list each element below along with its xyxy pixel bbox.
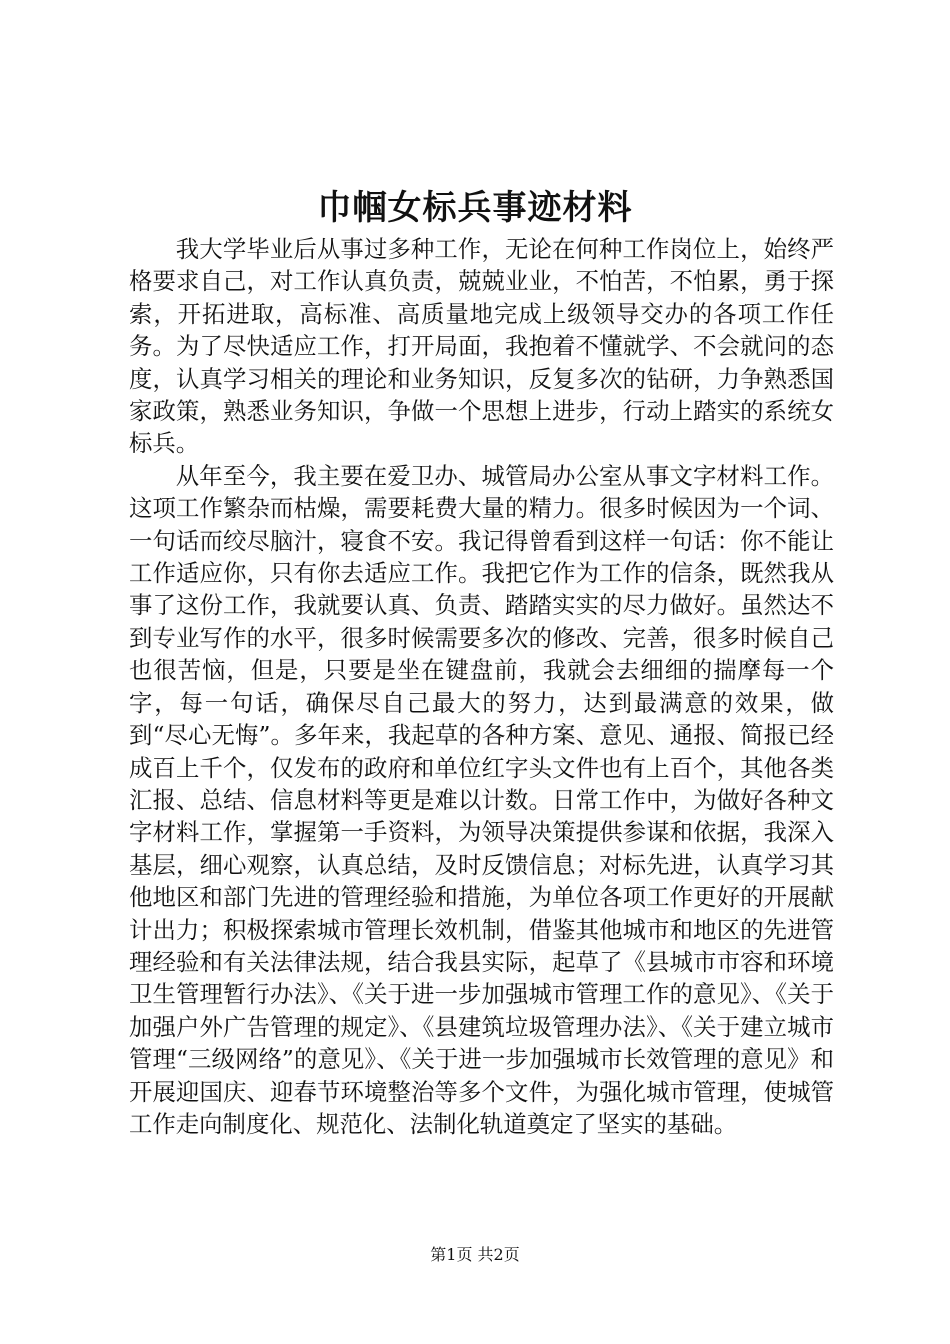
page-number-footer: 第1页 共2页 bbox=[430, 1245, 520, 1264]
document-title: 巾帼女标兵事迹材料 bbox=[317, 188, 633, 228]
document-body bbox=[129, 233, 834, 1140]
body-paragraph: 我大学毕业后从事过多种工作，无论在何种工作岗位上，始终严格要求自己，对工作认真负责，兢兢业业，不怕苦，不怕累，勇于探索，开拓进取，高标准、高质量地完成上级领导交办的各项工作任务。为了尽快适应工作，打开局面，我抱着不懂就学、不会就问的态度，认真学习相关的理论和业务知识，反复多次的钻研，力争熟悉国家政策，熟悉业务知识，争做一个思想上进步，行动上踏实的系统女标兵。 bbox=[129, 235, 834, 458]
body-paragraph: 从年至今，我主要在爱卫办、城管局办公室从事文字材料工作。这项工作繁杂而枯燥，需要耗费大量的精力。很多时候因为一个词、一句话而绞尽脑汁，寝食不安。我记得曾看到这样一句话：你不能让工作适应你，只有你去适应工作。我把它作为工作的信条，既然我从事了这份工作，我就要认真、负责、踏踏实实的尽力做好。虽然达不到专业写作的水平，很多时候需要多次的修改、完善，很多时候自己也很苦恼，但是，只要是坐在键盘前，我就会去细细的揣摩每一个字，每一句话，确保尽自己最大的努力，达到最满意的效果，做到“尽心无悔”。多年来，我起草的各种方案、意见、通报、简报已经成百上千个，仅发布的政府和单位红字头文件也有上百个，其他各类汇报、总结、信息材料等更是难以计数。日常工作中，为做好各种文字材料工作，掌握第一手资料，为领导决策提供参谋和依据，我深入基层，细心观察，认真总结，及时反馈信息；对标先进，认真学习其他地区和部门先进的管理经验和措施，为单位各项工作更好的开展献计出力；积极探索城市管理长效机制，借鉴其他城市和地区的先进管理经验和有关法律法规，结合我县实际，起草了《县城市市容和环境卫生管理暂行办法》、《关于进一步加强城市管理工作的意见》、《关于加强户外广告管理的规定》、《县建筑垃圾管理办法》、《关于建立城市管理“三级网络”的意见》、《关于进一步加强城市长效管理的意见》和开展迎国庆、迎春节环境整治等多个文件，为强化城市管理，使城管工作走向制度化、规范化、法制化轨道奠定了坚实的基础。 bbox=[129, 461, 834, 1138]
